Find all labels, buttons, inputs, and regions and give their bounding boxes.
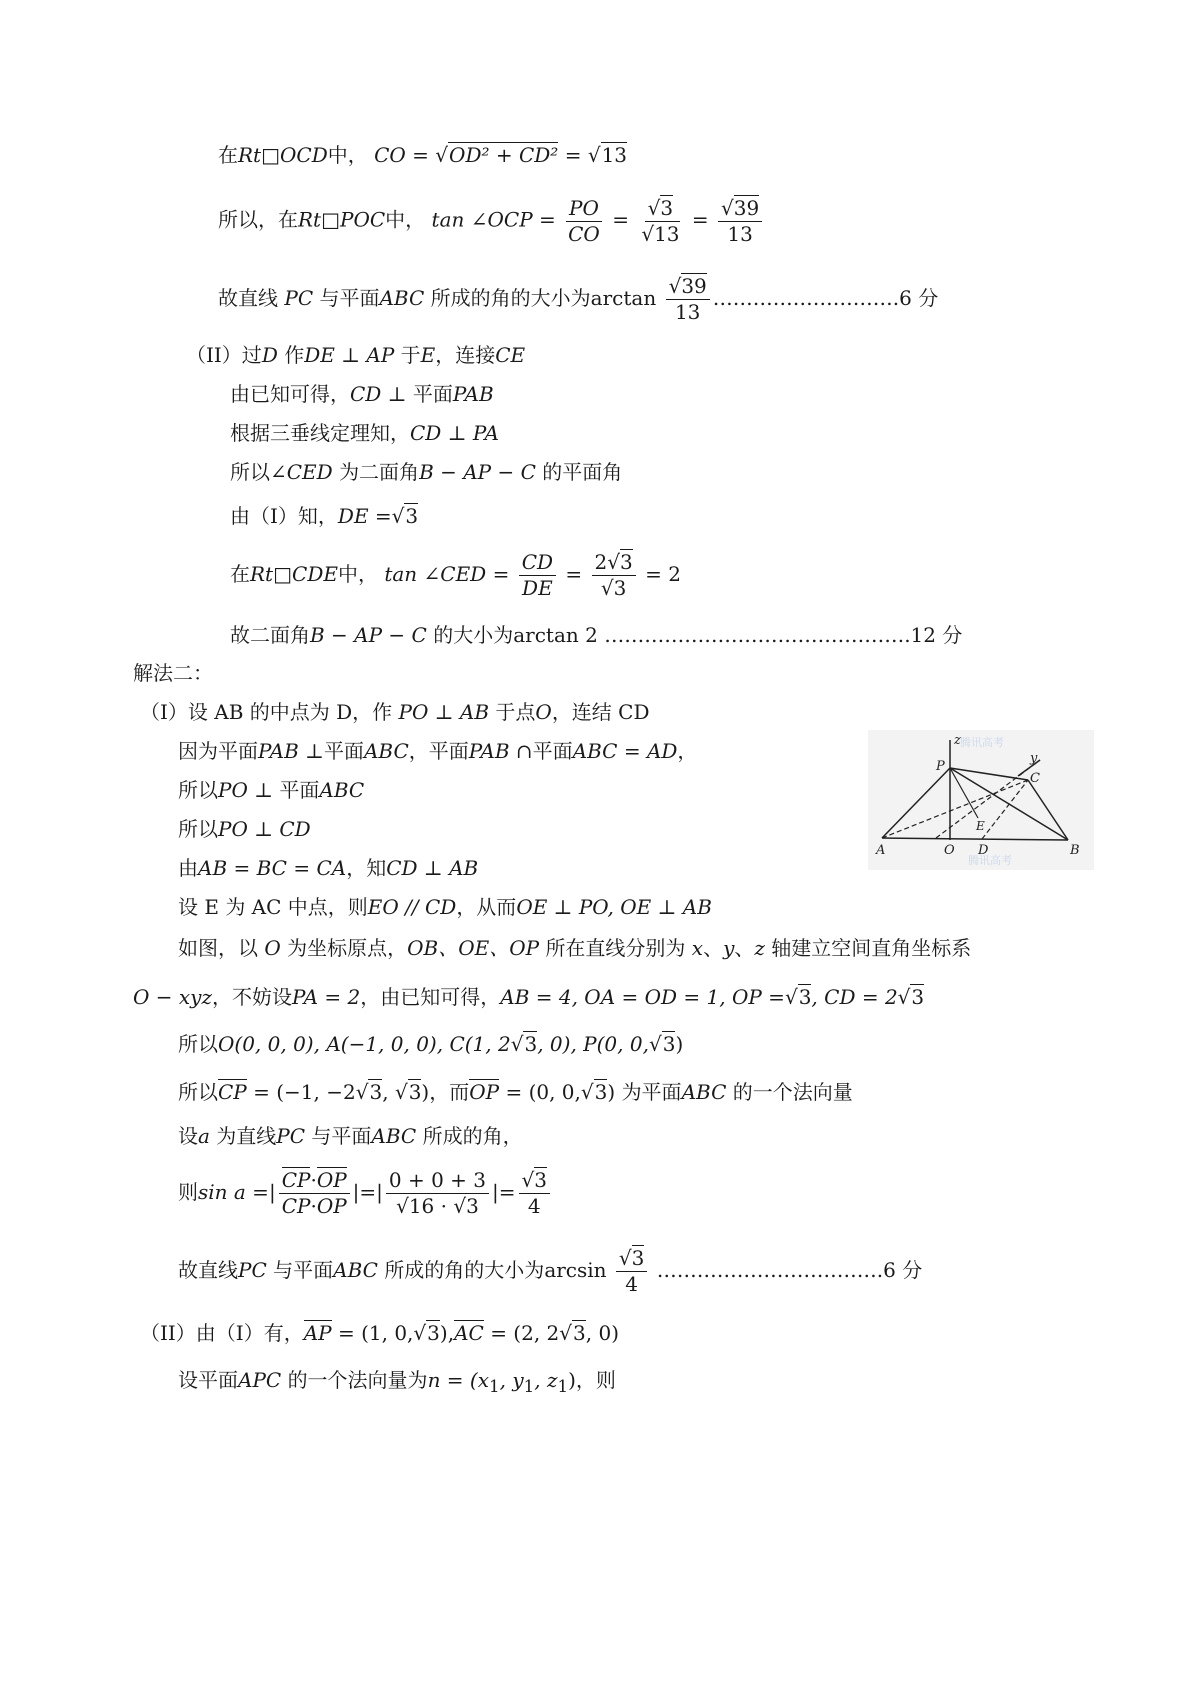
label-p: P [936, 759, 945, 774]
m2-line-6: 设 E 为 AC 中点，则EO // CD，从而OE ⊥ PO, OE ⊥ AB [178, 895, 712, 919]
line-angle-result-1: 故直线 PC 与平面ABC 所成的角的大小为arctan $\frac{√39}{13}$ ……………………….6 分 [218, 274, 939, 324]
watermark-top: 腾讯高考 [960, 737, 1004, 749]
label-y: y [1030, 751, 1038, 766]
line-dihedral-result: 故二面角B − AP − C 的大小为arctan 2 ……………………………………….12 分 [230, 623, 963, 647]
m2-line-11: 设a 为直线PC 与平面ABC 所成的角， [178, 1124, 523, 1148]
line-tan-ced: 在Rt□CDE中， tan ∠CED = $\frac{CD}{DE}$ = $\frac{2√3}{√3}$ = 2 [230, 550, 681, 600]
label-o: O [944, 843, 955, 858]
m2-line-result: 故直线PC 与平面ABC 所成的角的大小为arcsin $\frac{√3}{4}$ …………………………….6 分 [178, 1246, 923, 1296]
m2-line-sin: 则sin a =| $\frac{CP\cdot OP}{CP\cdot OP}$ |=| $\frac{0 + 0 + 3}{√16 \cdot √3}$ |= $\frac{√3}{4}$ [178, 1168, 553, 1219]
line-tan-ocp: 所以，在Rt□POC中， tan ∠OCP = $\frac{PO}{CO}$ = $\frac{√3}{√13}$ = $\frac{√39}{13}$ [218, 195, 765, 247]
label-d: D [978, 843, 989, 858]
edge-bc [1028, 780, 1068, 840]
line-co: 在Rt□OCD中， CO = √OD² + CD² = √13 [218, 143, 628, 167]
vector-cp: CP [218, 1080, 247, 1104]
watermark-bottom: 腾讯高考 [968, 855, 1012, 867]
m2-line-9: 所以O(0, 0, 0), A(−1, 0, 0), C(1, 2√3, 0), P(0, 0,√3) [178, 1032, 684, 1056]
m2-line-normal: 设平面APC 的一个法向量为$n = (x_1$, $y_1$, $z_1$)，则 [178, 1368, 616, 1396]
line-ced-angle: 所以∠CED 为二面角B − AP − C 的平面角 [230, 460, 623, 484]
line-de: 由（I）知，DE =√3 [230, 504, 419, 528]
m2-line-3: 所以PO ⊥ 平面ABC [178, 778, 365, 802]
m2-line-4: 所以PO ⊥ CD [178, 817, 311, 841]
m2-line-5: 由AB = BC = CA，知CD ⊥ AB [178, 856, 479, 880]
edge-pa [882, 768, 950, 838]
method2-heading: 解法二： [133, 661, 213, 685]
label-z: z [954, 733, 961, 748]
label-a: A [876, 843, 886, 858]
m2-line-2: 因为平面PAB ⊥平面ABC，平面PAB ∩平面ABC = AD， [178, 739, 698, 763]
score-12: 12 分 [910, 623, 963, 647]
edge-ac [882, 780, 1028, 838]
geometry-figure [868, 730, 1094, 870]
label-e: E [976, 819, 985, 833]
tetrahedron-diagram [868, 730, 1094, 870]
label-c: C [1030, 771, 1040, 786]
score-6: 6 分 [899, 286, 939, 310]
m2-line-7: 如图，以 O 为坐标原点，OB、OE、OP 所在直线分别为 x、y、z 轴建立空间直角坐标系 [178, 936, 972, 960]
line-three-perp: 根据三垂线定理知，CD ⊥ PA [230, 421, 499, 445]
m2-line-10: 所以CP = (−1, −2√3, √3)，而OP = (0, 0,√3) 为平面ABC 的一个法向量 [178, 1080, 853, 1104]
m2-line-1: （I）设 AB 的中点为 D，作 PO ⊥ AB 于点O，连结 CD [140, 700, 650, 724]
m2-line-part2: （II）由（I）有，AP = (1, 0,√3),AC = (2, 2√3, 0) [140, 1321, 620, 1345]
label-b: B [1070, 843, 1080, 858]
edge-pc [950, 768, 1028, 780]
edge-pe [950, 768, 978, 818]
line-cd-perp-pab: 由已知可得，CD ⊥ 平面PAB [230, 382, 494, 406]
edge-ab [882, 838, 1068, 840]
m2-line-8: O − xyz，不妨设PA = 2，由已知可得，AB = 4, OA = OD = 1, OP =√3, CD = 2√3 [133, 985, 925, 1009]
score-6-b: 6 分 [883, 1258, 923, 1282]
vector-op: OP [469, 1080, 500, 1104]
frac-po-co: $\frac{PO}{CO}$ [565, 196, 603, 247]
sqrt-sum: √OD² + CD² [435, 143, 559, 167]
line-part2-construct: （II）过D 作DE ⊥ AP 于E，连接CE [186, 343, 526, 367]
